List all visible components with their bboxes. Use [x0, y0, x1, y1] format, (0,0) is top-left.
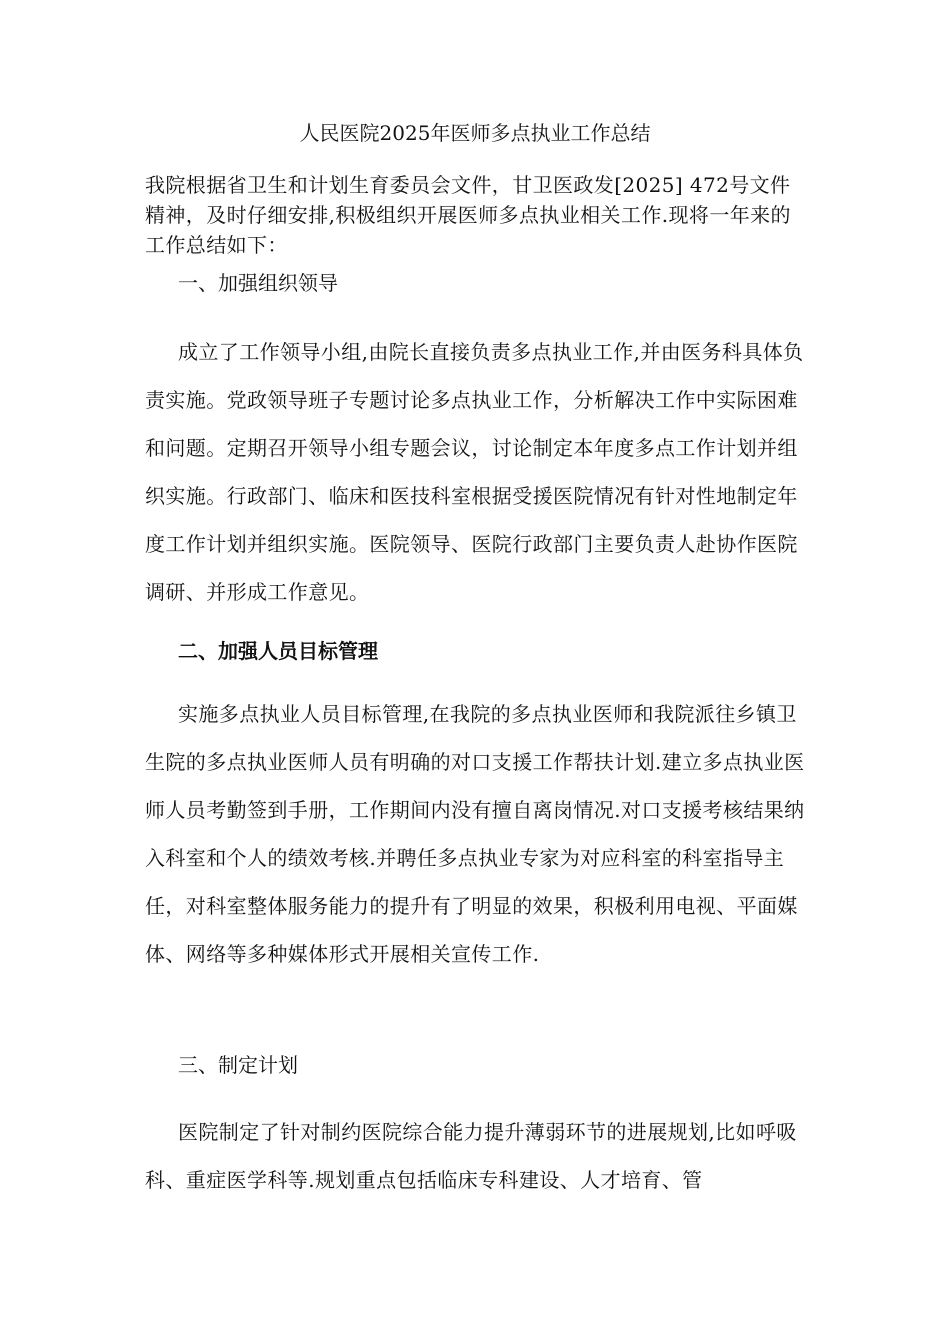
- section-body-plan: 医院制定了针对制约医院综合能力提升薄弱环节的进展规划,比如呼吸科、重症医学科等.规划重点包括临床专科建设、人才培育、管: [145, 1120, 797, 1192]
- section-body-organization: 成立了工作领导小组,由院长直接负责多点执业工作,并由医务科具体负责实施。党政领导班子专题讨论多点执业工作，分析解决工作中实际困难和问题。定期召开领导小组专题会议，讨论制定本年度多点工作计划并组织实施。行政部门、临床和医技科室根据受援医院情况有针对性地制定年度工作计划并组织实施。医院领导、医院行政部门主要负责人赴协作医院调研、并形成工作意见。: [145, 340, 804, 604]
- intro-paragraph: 我院根据省卫生和计划生育委员会文件，甘卫医政发[2025] 472号文件精神，及时仔细安排,积极组织开展医师多点执业相关工作.现将一年来的工作总结如下：: [145, 173, 791, 257]
- section-heading-plan: 三、制定计划: [178, 1053, 298, 1077]
- section-heading-personnel: 二、加强人员目标管理: [178, 639, 378, 663]
- section-heading-organization: 一、加强组织领导: [178, 271, 338, 295]
- section-body-personnel: 实施多点执业人员目标管理,在我院的多点执业医师和我院派往乡镇卫生院的多点执业医师人员有明确的对口支援工作帮扶计划.建立多点执业医师人员考勤签到手册，工作期间内没有擅自离岗情况.对口支援考核结果纳入科室和个人的绩效考核.并聘任多点执业专家为对应科室的科室指导主任，对科室整体服务能力的提升有了明显的效果，积极利用电视、平面媒体、网络等多种媒体形式开展相关宣传工作.: [145, 702, 805, 966]
- document-title: 人民医院2025年医师多点执业工作总结: [299, 121, 651, 145]
